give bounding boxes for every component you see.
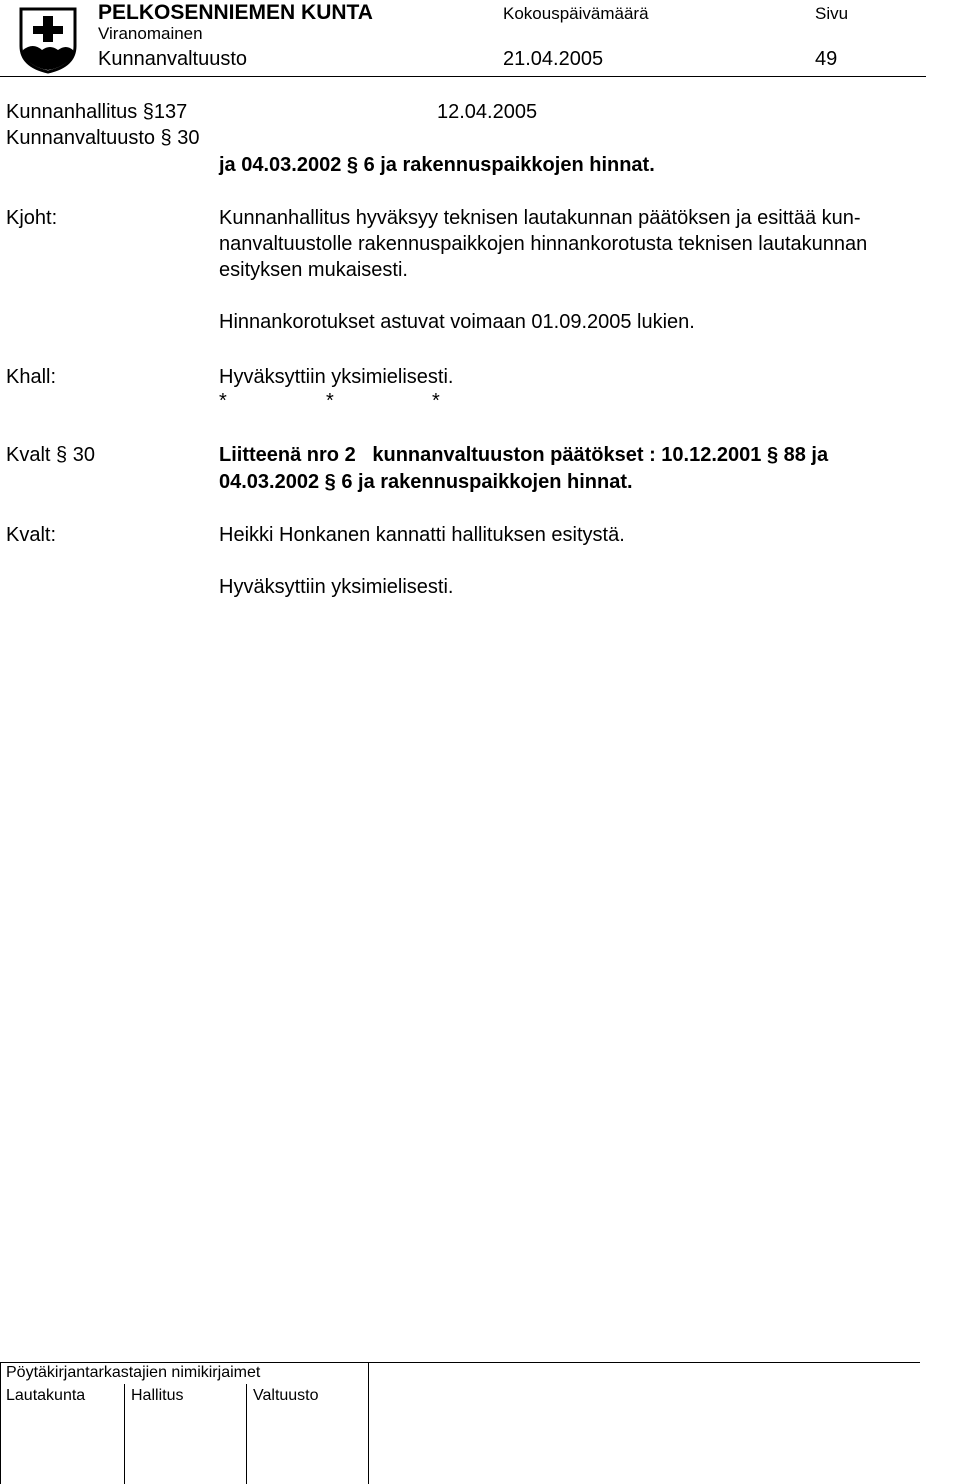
kjoht-proposal-line-3: esityksen mukaisesti. — [219, 259, 408, 281]
meeting-date: 21.04.2005 — [503, 48, 604, 70]
meeting-date-label: Kokouspäivämäärä — [503, 4, 649, 23]
authority-name: Kunnanvaltuusto — [98, 48, 248, 70]
organization-name: PELKOSENNIEMEN KUNTA — [98, 1, 373, 24]
page-label: Sivu — [815, 4, 849, 23]
footer-col-hallitus: Hallitus — [131, 1387, 184, 1404]
footer-divider-2 — [246, 1384, 247, 1484]
khall-decision: Hyväksyttiin yksimielisesti. — [219, 366, 454, 388]
kjoht-proposal-line-1: Kunnanhallitus hyväksyy teknisen lautakunnan päätöksen ja esittää kun- — [219, 207, 861, 229]
footer-left-rule — [0, 1362, 1, 1484]
footer-title: Pöytäkirjantarkastajien nimikirjaimet — [6, 1364, 261, 1381]
footer-col-valtuusto: Valtuusto — [253, 1387, 319, 1404]
kjoht-label: Kjoht: — [6, 207, 58, 229]
separator-star: * — [326, 390, 334, 412]
footer-top-rule — [0, 1362, 920, 1363]
khall-label: Khall: — [6, 366, 57, 388]
kvalt-heading-line-2: 04.03.2002 § 6 ja rakennuspaikkojen hinnat. — [219, 471, 633, 493]
kvalt-decision: Hyväksyttiin yksimielisesti. — [219, 576, 454, 598]
section-title-continuation: ja 04.03.2002 § 6 ja rakennuspaikkojen hinnat. — [219, 154, 655, 176]
kvalt-heading-line-1: Liitteenä nro 2 kunnanvaltuuston päätökset : 10.12.2001 § 88 ja — [219, 444, 829, 466]
signature-initials-box — [0, 1362, 920, 1482]
separator-star: * — [432, 390, 440, 412]
page-number: 49 — [815, 48, 838, 70]
footer-divider-3 — [368, 1362, 369, 1484]
kjoht-effective-date: Hinnankorotukset astuvat voimaan 01.09.2005 lukien. — [219, 311, 695, 333]
kjoht-proposal-line-2: nanvaltuustolle rakennuspaikkojen hinnankorotusta teknisen lautakunnan — [219, 233, 868, 255]
kvalt-label: Kvalt: — [6, 524, 57, 546]
ref-kunnanhallitus-date: 12.04.2005 — [437, 101, 538, 123]
ref-kunnanhallitus: Kunnanhallitus §137 — [6, 101, 188, 123]
ref-kunnanvaltuusto: Kunnanvaltuusto § 30 — [6, 127, 200, 149]
footer-col-lautakunta: Lautakunta — [6, 1387, 86, 1404]
authority-label: Viranomainen — [98, 24, 203, 43]
kvalt-support-statement: Heikki Honkanen kannatti hallituksen esitystä. — [219, 524, 625, 546]
header-divider — [0, 76, 926, 77]
separator-star: * — [219, 390, 227, 412]
kvalt-section-label: Kvalt § 30 — [6, 444, 95, 466]
footer-divider-1 — [124, 1384, 125, 1484]
municipality-coat-of-arms-icon — [18, 6, 78, 74]
